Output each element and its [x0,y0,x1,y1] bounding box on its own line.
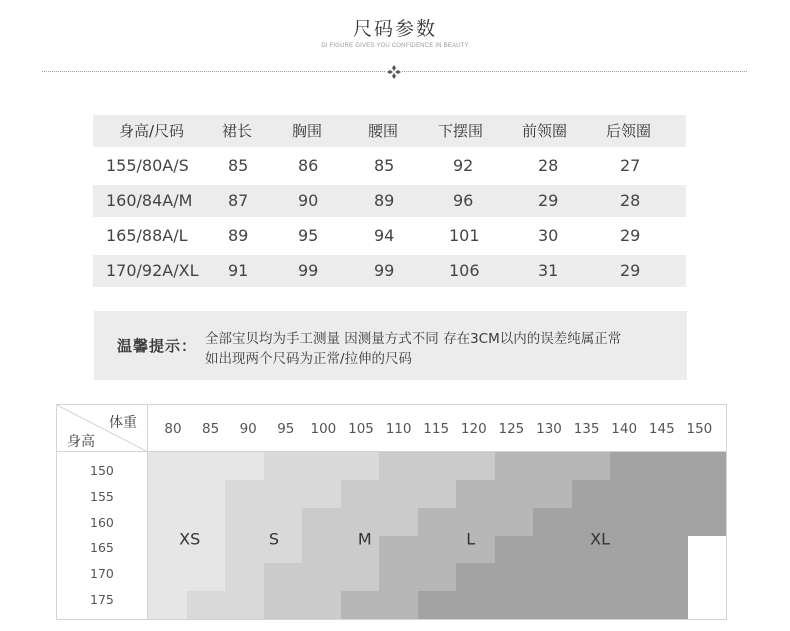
size-cell-xl [610,452,649,480]
height-axis-label: 身高 [67,434,95,450]
size-cell-m [379,452,418,480]
size-cell-m [341,563,380,591]
size-cell-s [225,480,264,508]
weight-tick: 135 [573,421,600,437]
size-cell-xl [610,508,649,536]
table-cell: 95 [298,226,319,245]
table-cell: 30 [538,226,559,245]
column-divider [147,405,148,619]
tip-text-line: 如出现两个尺码为正常/拉伸的尺码 [205,351,413,367]
size-cell-xl [495,591,534,619]
size-cell-s [264,452,303,480]
height-weight-chart [56,404,727,620]
table-row [93,150,686,182]
size-cell-xl [610,563,649,591]
size-cell-xl [687,452,726,480]
size-label-s: S [268,529,280,549]
weight-tick: 105 [348,421,374,437]
size-cell-l [572,452,611,480]
table-cell: 170/92A/XL [106,261,199,280]
size-cell-xl [649,591,688,619]
size-cell-xl [495,563,534,591]
weight-tick: 150 [686,421,713,437]
size-cell-m [264,563,303,591]
size-cell-xs [187,480,226,508]
size-cell-m [302,563,341,591]
size-cell-l [418,536,457,564]
size-cell-l [495,480,534,508]
table-cell: 29 [620,226,641,245]
size-cell-xl [610,536,649,564]
size-cell-s [225,563,264,591]
weight-tick: 125 [498,421,525,437]
size-cell-xs [148,591,187,619]
size-cell-xl [687,480,726,508]
size-cell-m [302,508,341,536]
size-cell-xl [610,591,649,619]
size-cell-l [533,452,572,480]
size-cell-l [379,536,418,564]
table-cell: 29 [620,261,641,280]
size-cell-s [302,480,341,508]
size-cell-s [225,536,264,564]
table-cell: 160/84A/M [106,191,193,210]
size-cell-xl [456,563,495,591]
weight-tick: 110 [385,421,412,437]
size-cell-xl [572,563,611,591]
page-title: 尺码参数 [352,18,437,40]
size-cell-xs [148,480,187,508]
size-cell-m [379,480,418,508]
size-cell-m [418,480,457,508]
weight-tick: 85 [202,421,220,437]
table-cell: 155/80A/S [106,156,189,175]
column-header: 裙长 [222,122,253,140]
size-cell-m [418,452,457,480]
weight-tick: 115 [423,421,450,437]
size-cell-xl [418,591,457,619]
size-cell-l [418,563,457,591]
height-tick: 170 [90,566,114,582]
height-tick: 155 [90,488,114,504]
size-cell-l [418,508,457,536]
table-row [93,255,686,287]
table-row [93,185,686,217]
size-cell-l [341,591,380,619]
size-cell-m [302,591,341,619]
table-cell: 29 [538,191,559,210]
size-cell-l [456,508,495,536]
size-cell-xs [148,563,187,591]
weight-tick: 140 [611,421,638,437]
table-cell: 85 [228,156,249,175]
size-table-header [93,115,686,147]
size-cell-l [379,591,418,619]
table-row [93,220,686,252]
size-cell-l [495,508,534,536]
size-cell-xs [225,452,264,480]
size-cell-s [302,452,341,480]
size-cell-l [456,480,495,508]
table-cell: 90 [298,191,319,210]
height-tick: 150 [90,463,114,478]
size-cell-xl [533,536,572,564]
weight-tick: 80 [164,421,182,437]
size-cell-xl [495,536,534,564]
table-cell: 31 [538,261,559,280]
page-subtitle: DI FIGURE GIVES YOU CONFIDENCE IN BEAUTY [321,43,469,49]
weight-tick: 100 [310,421,337,437]
weight-tick: 90 [239,421,257,437]
size-cell-xl [649,508,688,536]
table-cell: 86 [298,156,319,175]
size-cell-xl [649,480,688,508]
table-cell: 89 [228,226,249,245]
table-cell: 101 [449,226,480,245]
size-cell-xl [533,563,572,591]
table-cell: 96 [453,191,474,210]
column-header: 腰围 [368,122,399,140]
table-cell: 28 [538,156,559,175]
header-divider [57,451,726,452]
size-cell-s [225,508,264,536]
size-cell-xl [456,591,495,619]
height-tick: 160 [90,514,114,530]
size-cell-s [187,591,226,619]
tip-text-line: 全部宝贝均为手工测量 因测量方式不同 存在3CM以内的误差纯属正常 [205,331,622,347]
size-cell-xl [572,480,611,508]
table-cell: 99 [374,261,395,280]
table-cell: 28 [620,191,641,210]
size-cell-l [533,480,572,508]
size-cell-xs [148,452,187,480]
table-cell: 99 [298,261,319,280]
size-cell-xl [649,452,688,480]
size-cell-m [302,536,341,564]
table-cell: 94 [374,226,395,245]
column-header: 胸围 [292,122,323,140]
size-label-xl: XL [590,529,611,549]
size-cell-l [379,563,418,591]
size-cell-xs [187,563,226,591]
size-cell-l [456,536,495,564]
size-cell-xl [572,591,611,619]
size-cell-xl [533,591,572,619]
size-cell-m [456,452,495,480]
size-label-l: L [466,529,476,549]
column-header: 下摆围 [438,122,484,140]
size-cell-s [341,452,380,480]
table-cell: 165/88A/L [106,226,188,245]
height-tick: 175 [90,592,114,607]
weight-tick: 95 [277,421,295,437]
table-cell: 87 [228,191,249,210]
size-cell-xs [187,452,226,480]
size-cell-s [225,591,264,619]
weight-tick: 120 [460,421,487,437]
size-cell-xl [649,563,688,591]
table-cell: 89 [374,191,395,210]
tip-box [94,311,687,380]
size-cell-m [379,508,418,536]
size-cell-xl [533,508,572,536]
tip-label: 温馨提示： [117,337,198,355]
weight-axis-label: 体重 [109,415,137,431]
size-cell-xl [649,536,688,564]
size-cell-xl [687,508,726,536]
size-cell-xl [610,480,649,508]
table-cell: 92 [453,156,474,175]
column-header: 身高/尺码 [119,122,185,140]
table-cell: 27 [620,156,641,175]
size-label-m: M [357,529,372,549]
size-cell-s [264,480,303,508]
size-cell-l [495,452,534,480]
weight-tick: 130 [536,421,562,437]
size-cell-m [341,480,380,508]
column-header: 前领圈 [522,122,568,140]
size-label-xs: XS [179,529,201,549]
size-cell-m [264,591,303,619]
table-cell: 91 [228,261,249,280]
weight-tick: 145 [648,421,675,437]
diamond-ornament-icon [386,64,402,80]
height-tick: 165 [90,540,114,556]
table-cell: 85 [374,156,395,175]
table-cell: 106 [449,261,480,280]
column-header: 后领圈 [606,122,652,140]
